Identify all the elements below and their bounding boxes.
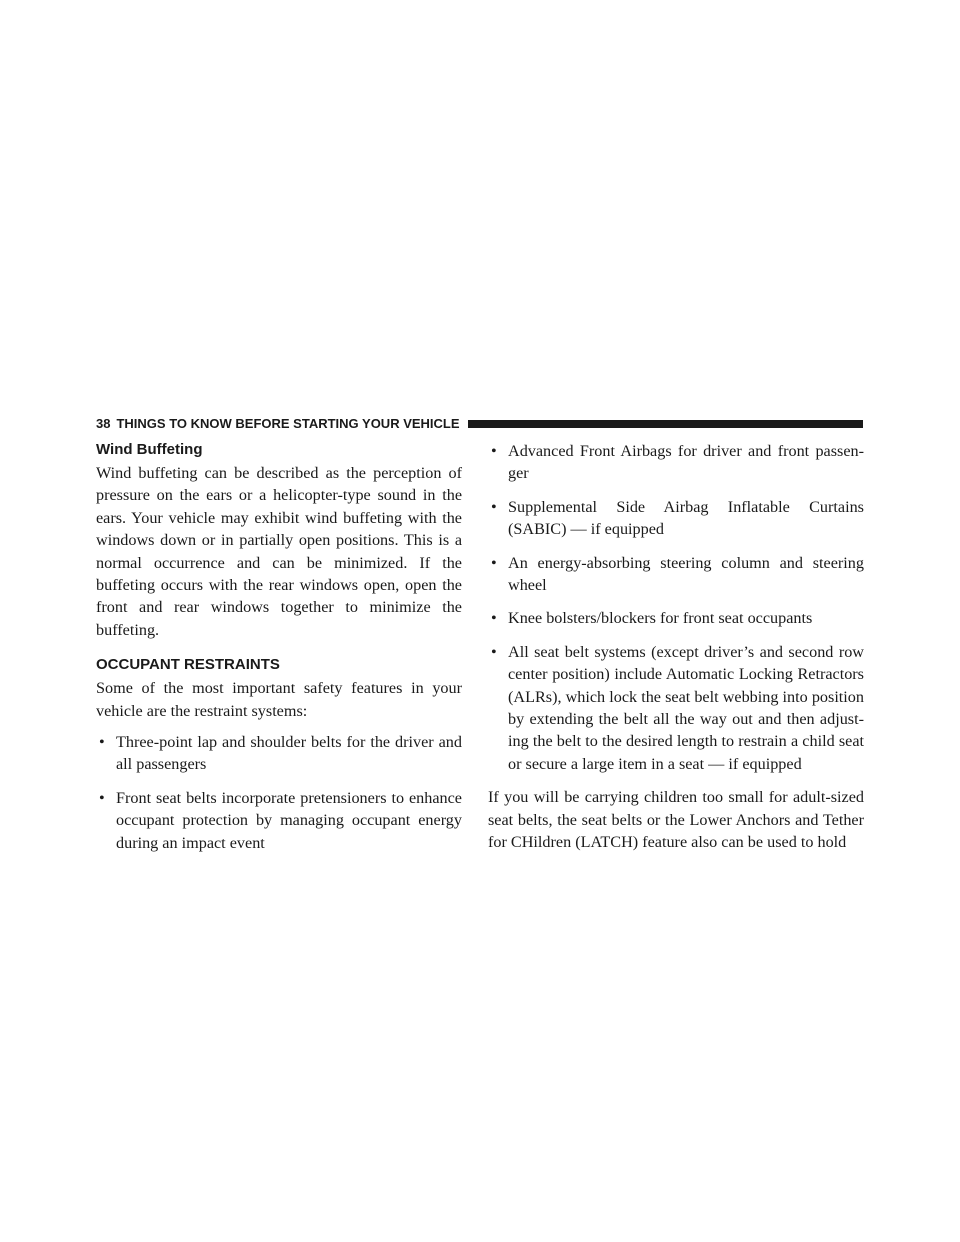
list-item bbox=[488, 496, 864, 541]
list-item bbox=[96, 787, 462, 854]
header-rule bbox=[468, 420, 863, 428]
bullet-icon: • bbox=[491, 642, 497, 661]
list-item-text: An energy-absorbing steering column and steering wheel bbox=[508, 553, 864, 595]
list-item-text: Supplemental Side Airbag Inflatable Curtains (SABIC) — if equipped bbox=[508, 497, 864, 539]
restraint-list-right bbox=[488, 440, 864, 775]
page-number: 38 bbox=[96, 416, 111, 431]
list-item-text: Knee bolsters/blockers for front seat occupants bbox=[508, 609, 813, 628]
bullet-icon: • bbox=[491, 497, 497, 516]
latch-paragraph: If you will be carrying children too small for adult-sized seat belts, the seat belts or the Lower Anchors and Tether for CHildren (LATCH) feature also can be used to hold bbox=[488, 788, 864, 852]
occupant-restraints-intro: Some of the most important safety features in your vehicle are the restraint systems: bbox=[96, 679, 462, 720]
wind-buffeting-paragraph: Wind buffeting can be described as the perception of pressure on the ears or a helicopter-type sound in the ears. Your vehicle may exhibit wind buffeting with the windows down or in partially open positions. This is a normal occurrence and can be minimized. If the buffeting occurs with the rear windows open, open the front and rear windows together to minimize the buffeting. bbox=[96, 464, 462, 639]
bullet-icon: • bbox=[491, 609, 497, 628]
list-item-text: Front seat belts incorporate pretensioners to enhance occupant protection by managing occupant energy during an impact event bbox=[116, 788, 462, 852]
list-item bbox=[488, 641, 864, 775]
list-item bbox=[488, 607, 864, 629]
list-item bbox=[96, 731, 462, 776]
list-item bbox=[488, 440, 864, 485]
bullet-icon: • bbox=[491, 442, 497, 460]
left-column bbox=[96, 440, 462, 854]
list-item bbox=[488, 552, 864, 597]
wind-buffeting-heading: Wind Buffeting bbox=[96, 441, 203, 458]
restraint-list-left bbox=[96, 731, 462, 854]
list-item-text: Three-point lap and shoulder belts for the driver and all passengers bbox=[116, 733, 462, 774]
right-column bbox=[488, 440, 864, 854]
bullet-icon: • bbox=[491, 553, 497, 572]
list-item-text: All seat belt systems (except driver’s and second row center position) include Automatic Locking Retractors (ALRs), which lock the seat belt webbing into position by extending the belt all the way out and then adjust-ing the belt to the desired length to restrain a child seat or secure a large item in a seat — if equipped bbox=[508, 642, 864, 773]
list-item-text: Advanced Front Airbags for driver and front passen-ger bbox=[508, 442, 864, 483]
bullet-icon: • bbox=[99, 788, 105, 807]
bullet-icon: • bbox=[99, 733, 105, 752]
page-header bbox=[96, 416, 863, 432]
section-title: THINGS TO KNOW BEFORE STARTING YOUR VEHICLE bbox=[116, 416, 460, 431]
occupant-restraints-heading: OCCUPANT RESTRAINTS bbox=[96, 656, 280, 674]
